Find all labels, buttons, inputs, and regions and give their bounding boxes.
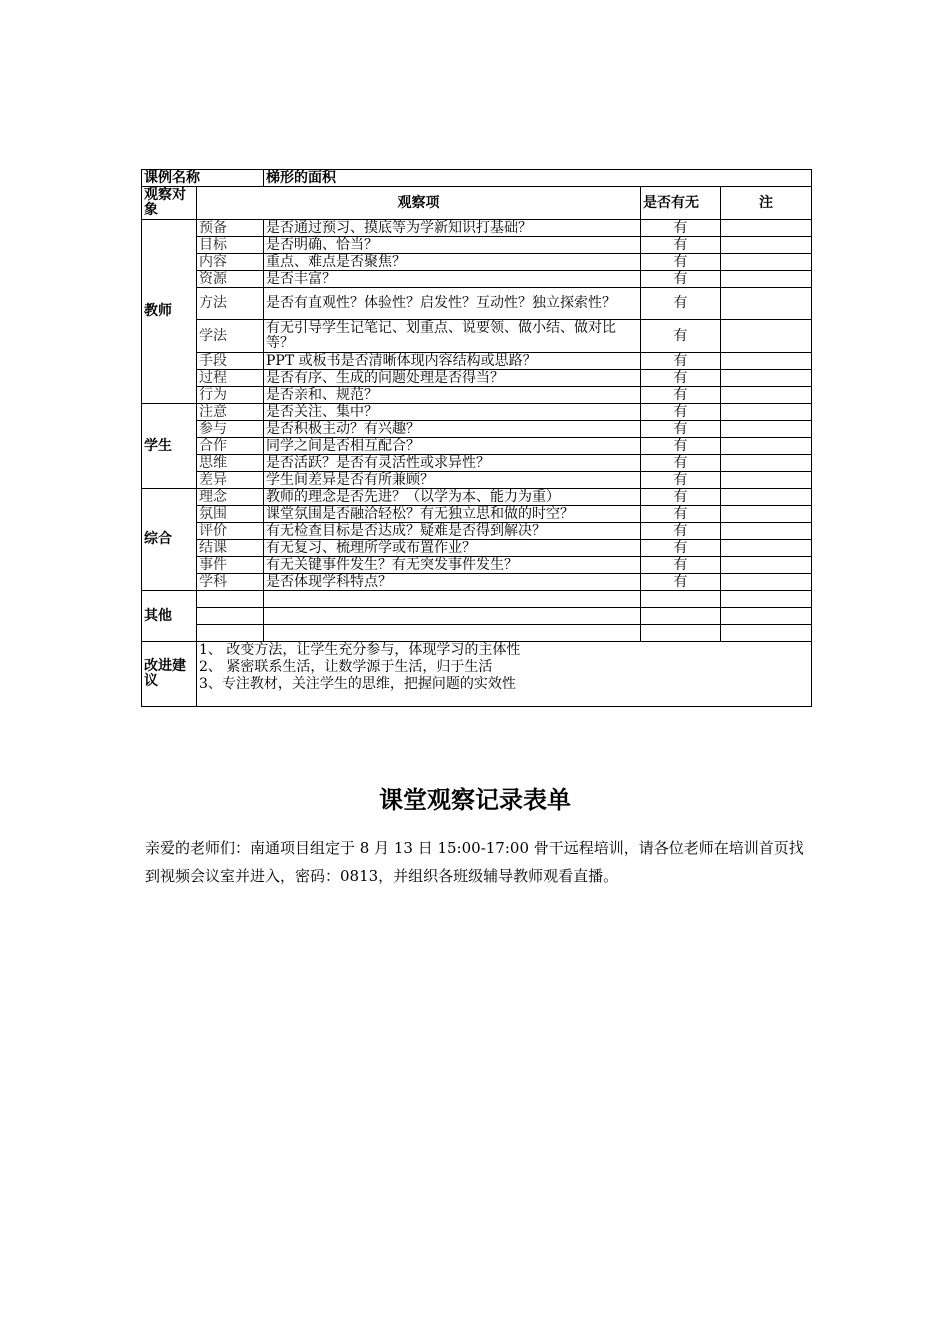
observation-item: 有无检查目标是否达成？疑难是否得到解决？: [264, 523, 641, 540]
header-yesno: 是否有无: [641, 187, 721, 220]
header-item: 观察项: [197, 187, 641, 220]
observation-row: [142, 271, 812, 288]
note-cell: [721, 506, 812, 523]
empty-cell: [721, 608, 812, 625]
sub-item-label: 目标: [197, 237, 264, 254]
header-object: 观察对象: [142, 187, 197, 220]
sub-item-label: 差异: [197, 472, 264, 489]
suggestion-row: [142, 642, 812, 707]
suggestion-list: [197, 642, 812, 707]
yes-no-value: 有: [641, 220, 721, 237]
observation-row: [142, 387, 812, 404]
observation-row: [142, 523, 812, 540]
notice-paragraph: 亲爱的老师们：南通项目组定于 8 月 13 日 15:00-17:00 骨干远程培训，请各位老师在培训首页找到视频会议室并进入，密码：0813，并组织各班级辅导教师观看直播。: [145, 839, 804, 885]
observation-item: 是否体现学科特点？: [264, 574, 641, 591]
observation-item: 是否明确、恰当？: [264, 237, 641, 254]
observation-row: [142, 421, 812, 438]
empty-cell: [721, 591, 812, 608]
course-row: [142, 170, 812, 187]
sub-item-label: 内容: [197, 254, 264, 271]
note-cell: [721, 523, 812, 540]
note-cell: [721, 370, 812, 387]
group-label: 学生: [142, 404, 197, 489]
observation-row: [142, 506, 812, 523]
observation-item: 是否有序、生成的问题处理是否得当？: [264, 370, 641, 387]
empty-cell: [641, 608, 721, 625]
sub-item-label: 结课: [197, 540, 264, 557]
note-cell: [721, 288, 812, 320]
observation-table: [141, 169, 812, 707]
sub-item-label: 注意: [197, 404, 264, 421]
note-cell: [721, 387, 812, 404]
yes-no-value: 有: [641, 387, 721, 404]
observation-item: 教师的理念是否先进？（以学为本、能力为重）: [264, 489, 641, 506]
yes-no-value: 有: [641, 320, 721, 353]
empty-cell: [197, 608, 264, 625]
suggestion-label: 改进建议: [142, 642, 197, 707]
observation-row: [142, 320, 812, 353]
observation-row: [142, 220, 812, 237]
suggestion-item: 3、专注教材，关注学生的思维，把握问题的实效性: [199, 676, 516, 692]
note-cell: [721, 254, 812, 271]
observation-item: 是否丰富？: [264, 271, 641, 288]
other-row: [142, 591, 812, 608]
note-cell: [721, 237, 812, 254]
note-cell: [721, 540, 812, 557]
observation-row: [142, 404, 812, 421]
observation-row: [142, 237, 812, 254]
header-row: [142, 187, 812, 220]
sub-item-label: 过程: [197, 370, 264, 387]
other-row: [142, 625, 812, 642]
observation-item: 重点、难点是否聚焦？: [264, 254, 641, 271]
empty-cell: [641, 625, 721, 642]
sub-item-label: 资源: [197, 271, 264, 288]
yes-no-value: 有: [641, 271, 721, 288]
yes-no-value: 有: [641, 523, 721, 540]
observation-row: [142, 489, 812, 506]
other-row: [142, 608, 812, 625]
empty-cell: [721, 625, 812, 642]
sub-item-label: 评价: [197, 523, 264, 540]
note-cell: [721, 574, 812, 591]
yes-no-value: 有: [641, 438, 721, 455]
note-cell: [721, 455, 812, 472]
yes-no-value: 有: [641, 540, 721, 557]
yes-no-value: 有: [641, 489, 721, 506]
empty-cell: [641, 591, 721, 608]
observation-row: [142, 455, 812, 472]
yes-no-value: 有: [641, 404, 721, 421]
note-cell: [721, 271, 812, 288]
observation-row: [142, 540, 812, 557]
observation-item: 是否活跃？是否有灵活性或求异性？: [264, 455, 641, 472]
yes-no-value: 有: [641, 353, 721, 370]
observation-item: 有无关键事件发生？有无突发事件发生？: [264, 557, 641, 574]
note-cell: [721, 472, 812, 489]
observation-row: [142, 370, 812, 387]
observation-item: 是否关注、集中？: [264, 404, 641, 421]
observation-row: [142, 574, 812, 591]
note-cell: [721, 404, 812, 421]
yes-no-value: 有: [641, 288, 721, 320]
yes-no-value: 有: [641, 557, 721, 574]
yes-no-value: 有: [641, 574, 721, 591]
yes-no-value: 有: [641, 472, 721, 489]
other-label: 其他: [142, 591, 197, 642]
group-label: 综合: [142, 489, 197, 591]
observation-row: [142, 438, 812, 455]
sub-item-label: 氛围: [197, 506, 264, 523]
sub-item-label: 参与: [197, 421, 264, 438]
observation-item: 有无引导学生记笔记、划重点、说要领、做小结、做对比等？: [264, 320, 641, 353]
observation-row: [142, 472, 812, 489]
suggestion-item: 2、 紧密联系生活，让数学源于生活，归于生活: [199, 659, 493, 675]
observation-item: 同学之间是否相互配合？: [264, 438, 641, 455]
sub-item-label: 学法: [197, 320, 264, 353]
empty-cell: [264, 625, 641, 642]
observation-item: 是否积极主动？有兴趣？: [264, 421, 641, 438]
observation-row: [142, 353, 812, 370]
sub-item-label: 合作: [197, 438, 264, 455]
sub-item-label: 手段: [197, 353, 264, 370]
header-note: 注: [721, 187, 812, 220]
sub-item-label: 方法: [197, 288, 264, 320]
yes-no-value: 有: [641, 237, 721, 254]
observation-item: 是否亲和、规范？: [264, 387, 641, 404]
observation-item: 是否有直观性？体验性？启发性？互动性？独立探索性？: [264, 288, 641, 320]
observation-row: [142, 288, 812, 320]
empty-cell: [197, 625, 264, 642]
yes-no-value: 有: [641, 455, 721, 472]
note-cell: [721, 438, 812, 455]
course-name: 梯形的面积: [264, 170, 812, 187]
sub-item-label: 预备: [197, 220, 264, 237]
observation-item: 课堂氛围是否融洽轻松？有无独立思和做的时空？: [264, 506, 641, 523]
suggestion-item: 1、 改变方法，让学生充分参与，体现学习的主体性: [199, 642, 521, 658]
sub-item-label: 理念: [197, 489, 264, 506]
observation-item: 有无复习、梳理所学或布置作业？: [264, 540, 641, 557]
sub-item-label: 学科: [197, 574, 264, 591]
sub-item-label: 事件: [197, 557, 264, 574]
observation-item: 是否通过预习、摸底等为学新知识打基础？: [264, 220, 641, 237]
note-cell: [721, 421, 812, 438]
note-cell: [721, 557, 812, 574]
empty-cell: [264, 591, 641, 608]
empty-cell: [197, 591, 264, 608]
sub-item-label: 行为: [197, 387, 264, 404]
observation-row: [142, 254, 812, 271]
yes-no-value: 有: [641, 506, 721, 523]
observation-item: PPT 或板书是否清晰体现内容结构或思路？: [264, 353, 641, 370]
page-title: 课堂观察记录表单: [379, 786, 571, 814]
sub-item-label: 思维: [197, 455, 264, 472]
observation-item: 学生间差异是否有所兼顾？: [264, 472, 641, 489]
course-label: 课例名称: [142, 170, 264, 187]
empty-cell: [264, 608, 641, 625]
observation-row: [142, 557, 812, 574]
note-cell: [721, 220, 812, 237]
note-cell: [721, 320, 812, 353]
yes-no-value: 有: [641, 254, 721, 271]
note-cell: [721, 489, 812, 506]
group-label: 教师: [142, 220, 197, 404]
yes-no-value: 有: [641, 421, 721, 438]
yes-no-value: 有: [641, 370, 721, 387]
note-cell: [721, 353, 812, 370]
